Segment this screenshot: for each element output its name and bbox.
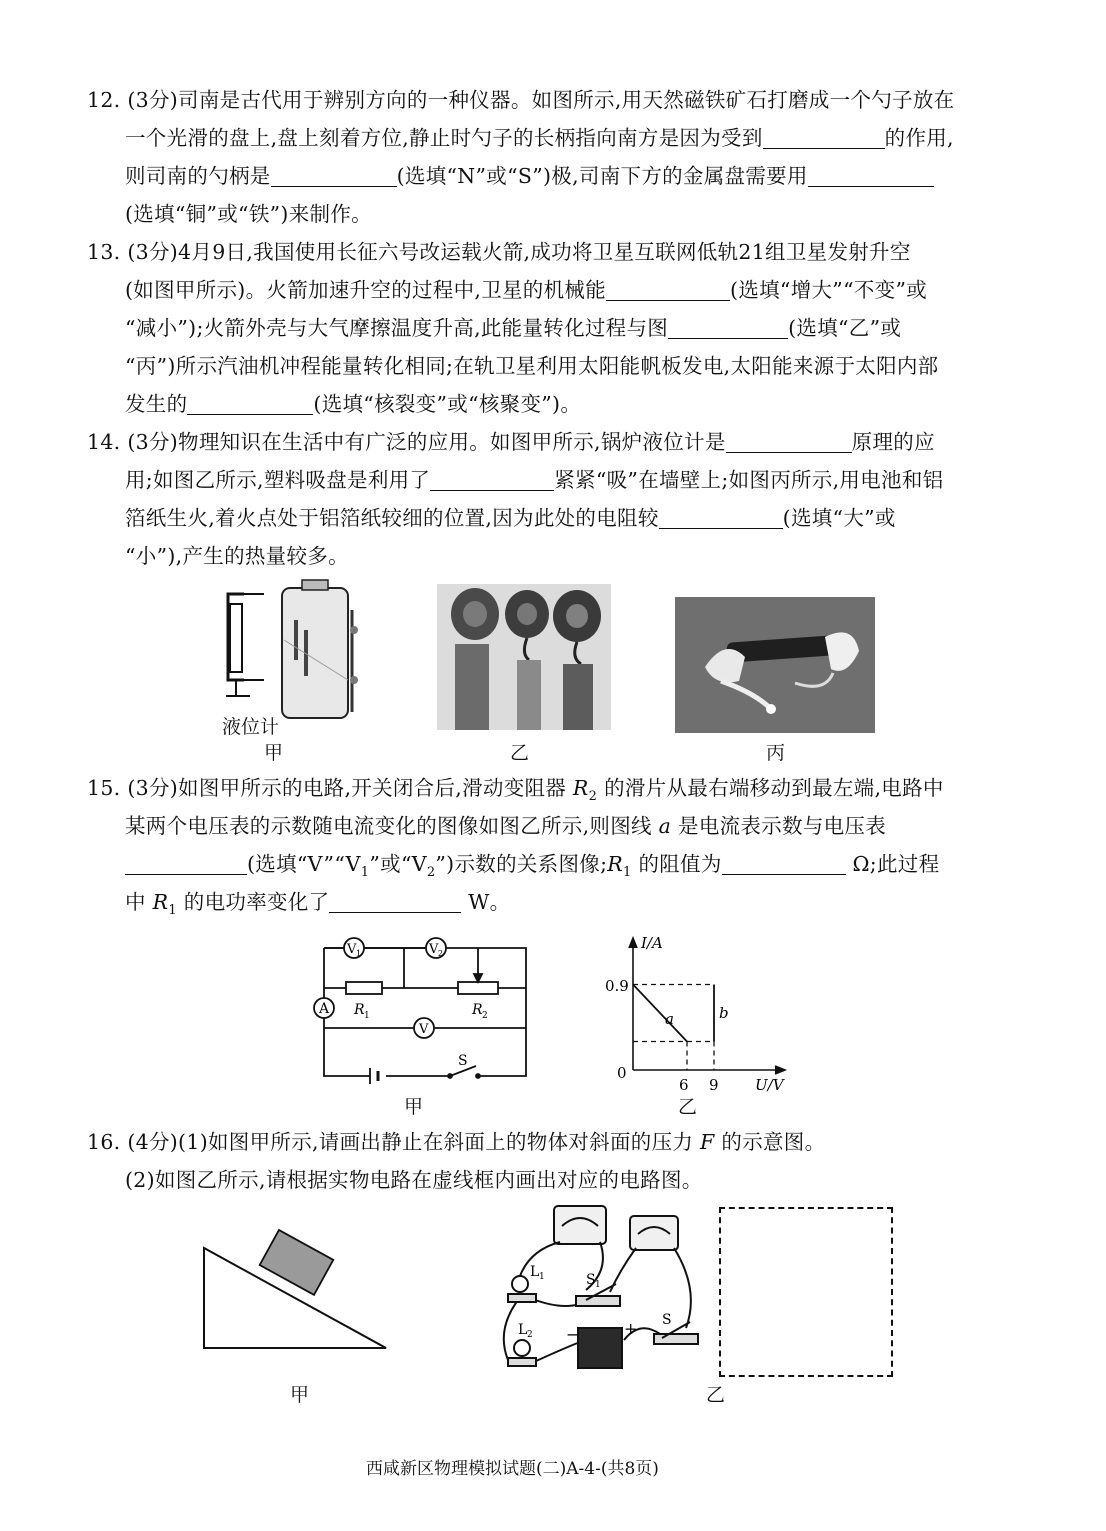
answer-blank[interactable] [722, 854, 846, 875]
figure-caption-jia: 甲 [404, 1096, 424, 1118]
x-tick-label-9: 9 [709, 1076, 719, 1094]
r1-sub: 1 [364, 1011, 370, 1021]
q14-line4: “小”),产生的热量较多。 [125, 544, 349, 568]
q14-line3-text: 箔纸生火,着火点处于铝箔纸较细的位置,因为此处的电阻较 [125, 506, 659, 530]
q13-line4: “丙”)所示汽油机冲程能量转化相同;在轨卫星利用太阳能帆板发电,太阳能来源于太阳内部 [125, 354, 939, 378]
q14-line1-text-b: 原理的应 [851, 430, 935, 454]
s1-label: S [586, 1272, 596, 1288]
q13-line5-text-b: (选填“核裂变”或“核聚变”)。 [313, 392, 582, 416]
answer-blank[interactable] [125, 854, 247, 875]
switch-label: S [458, 1053, 468, 1069]
answer-blank[interactable] [668, 318, 788, 339]
answer-blank[interactable] [726, 432, 852, 453]
q12-line2-text-b: 的作用, [884, 126, 954, 150]
q15-line3 [125, 850, 939, 887]
figure-caption-yi: 乙 [678, 1096, 698, 1118]
q13-line2-text: (如图甲所示)。火箭加速升空的过程中,卫星的机械能 [125, 278, 607, 302]
v2-label: V [429, 942, 439, 957]
r1-label: R [354, 1002, 365, 1018]
q12-line4: (选填“铜”或“铁”)来制作。 [125, 202, 372, 226]
x-axis-label: U/V [755, 1076, 784, 1094]
figure-caption-jia: 甲 [264, 742, 284, 764]
s1-sub: 1 [595, 1280, 601, 1290]
q14-line2-text: 用;如图乙所示,塑料吸盘是利用了 [125, 468, 431, 492]
suction-cup-photo [437, 584, 611, 730]
q13-line2-text-b: (选填“增大”“不变”或 [730, 278, 928, 302]
gauge-label: 液位计 [222, 716, 280, 738]
var-r1-sub: 1 [168, 903, 177, 919]
sub-2: 2 [426, 865, 436, 881]
q15-line4 [125, 888, 510, 925]
r2-label: R [472, 1002, 483, 1018]
var-r2-sub: 2 [588, 789, 598, 805]
answer-blank[interactable] [808, 166, 934, 187]
incline-figure [200, 1234, 390, 1354]
answer-blank[interactable] [329, 892, 461, 913]
q15-line2-text-b: 是电流表示数与电压表 [678, 814, 887, 838]
page-footer: 西咸新区物理模拟试题(二)A-4-(共8页) [366, 1459, 659, 1479]
q12-line3-text-b: (选填“N”或“S”)极,司南下方的金属盘需要用 [396, 164, 808, 188]
var-f: F [700, 1130, 715, 1154]
series-line-a [633, 985, 687, 1042]
q15-line3-e: Ω;此过程 [852, 852, 940, 876]
boiler-gauge-figure [214, 580, 364, 720]
answer-blank[interactable] [606, 280, 730, 301]
var-r1: R [152, 890, 169, 914]
physical-circuit-figure [490, 1200, 705, 1380]
q14-line1-text: 14. (3分)物理知识在生活中有广泛的应用。如图甲所示,锅炉液位计是 [87, 430, 726, 454]
r2-sub: 2 [482, 1011, 488, 1021]
answer-blank[interactable] [187, 394, 313, 415]
q15-line3-d: 的阻值为 [638, 852, 722, 876]
q15-line3-b: ”或“V [369, 852, 427, 876]
q12-line2 [125, 124, 954, 152]
l2-sub: 2 [527, 1330, 533, 1340]
q12-line2-text: 一个光滑的盘上,盘上刻着方位,静止时勺子的长柄指向南方是因为受到 [125, 126, 763, 150]
q13-line5 [125, 390, 581, 418]
var-r1: R [607, 852, 624, 876]
q13-line5-text: 发生的 [125, 392, 188, 416]
q13-line2 [125, 276, 927, 304]
y-tick-label: 0.9 [605, 977, 629, 995]
foil-battery-photo [675, 597, 875, 733]
y-axis-label: I/A [641, 934, 663, 952]
q13-line3-text-b: (选填“乙”或 [788, 316, 902, 340]
v1-label: V [347, 942, 357, 957]
q12-line3 [125, 162, 934, 190]
answer-blank[interactable] [659, 508, 783, 529]
q15-line4-b: 的电功率变化了 [183, 890, 330, 914]
s-label: S [662, 1312, 672, 1328]
q16-line2: (2)如图乙所示,请根据实物电路在虚线框内画出对应的电路图。 [125, 1168, 703, 1192]
answer-dashed-box[interactable] [719, 1207, 893, 1377]
q13-line1: 13. (3分)4月9日,我国使用长征六号改运载火箭,成功将卫星互联网低轨21组卫星发射升空 [87, 240, 911, 264]
q14-line3-text-b: (选填“大”或 [782, 506, 896, 530]
sub-1: 1 [360, 865, 370, 881]
v2-sub: 2 [438, 949, 444, 958]
q14-line2-text-b: 紧紧“吸”在墙壁上;如图丙所示,用电池和铝 [554, 468, 944, 492]
answer-blank[interactable] [430, 470, 554, 491]
ammeter-label: A [319, 1001, 330, 1017]
q15-line1-text: 15. (3分)如图甲所示的电路,开关闭合后,滑动变阻器 [87, 776, 567, 800]
q15-line4-c: W。 [468, 890, 511, 914]
v1-sub: 1 [356, 949, 362, 958]
x-tick-label-6: 6 [679, 1076, 689, 1094]
iv-graph [605, 930, 805, 1100]
q14-line3 [125, 504, 896, 532]
answer-blank[interactable] [763, 128, 885, 149]
q14-line1 [87, 428, 935, 456]
figure-caption-yi: 乙 [706, 1384, 726, 1406]
var-r1-sub: 1 [623, 865, 632, 881]
l1-label: L [530, 1264, 540, 1280]
var-a: a [658, 814, 672, 838]
q15-line1-text-b: 的滑片从最右端移动到最左端,电路中 [604, 776, 944, 800]
q13-line3-text: “减小”);火箭外壳与大气摩擦温度升高,此能量转化过程与图 [125, 316, 669, 340]
q15-line4-a: 中 [125, 890, 146, 914]
var-r2: R [572, 776, 589, 800]
line-b-label: b [719, 1004, 729, 1022]
l2-label: L [518, 1322, 528, 1338]
q15-line2-text: 某两个电压表的示数随电流变化的图像如图乙所示,则图线 [125, 814, 652, 838]
plus-label: + [624, 1319, 638, 1338]
line-a-label: a [665, 1010, 674, 1028]
q16-line1 [87, 1128, 825, 1156]
q13-line3 [125, 314, 901, 342]
q12-line3-text: 则司南的勺柄是 [125, 164, 271, 188]
v-label: V [419, 1022, 429, 1037]
answer-blank[interactable] [271, 166, 397, 187]
q15-line1 [87, 774, 944, 811]
q15-line3-c: ”)示数的关系图像; [435, 852, 608, 876]
l1-sub: 1 [539, 1272, 545, 1282]
minus-label: − [566, 1325, 580, 1344]
figure-caption-bing: 丙 [766, 742, 786, 764]
q15-line2 [125, 812, 886, 840]
q16-line1-text-b: 的示意图。 [721, 1130, 826, 1154]
origin-label: 0 [617, 1064, 627, 1082]
q12-line1: 12. (3分)司南是古代用于辨别方向的一种仪器。如图所示,用天然磁铁矿石打磨成一个勺子放在 [87, 88, 955, 112]
q15-line3-a: (选填“V”“V [247, 852, 361, 876]
q14-line2 [125, 466, 943, 494]
figure-caption-yi: 乙 [510, 742, 530, 764]
circuit-diagram [300, 930, 550, 1080]
q16-line1-text: 16. (4分)(1)如图甲所示,请画出静止在斜面上的物体对斜面的压力 [87, 1130, 694, 1154]
figure-caption-jia: 甲 [290, 1384, 310, 1406]
